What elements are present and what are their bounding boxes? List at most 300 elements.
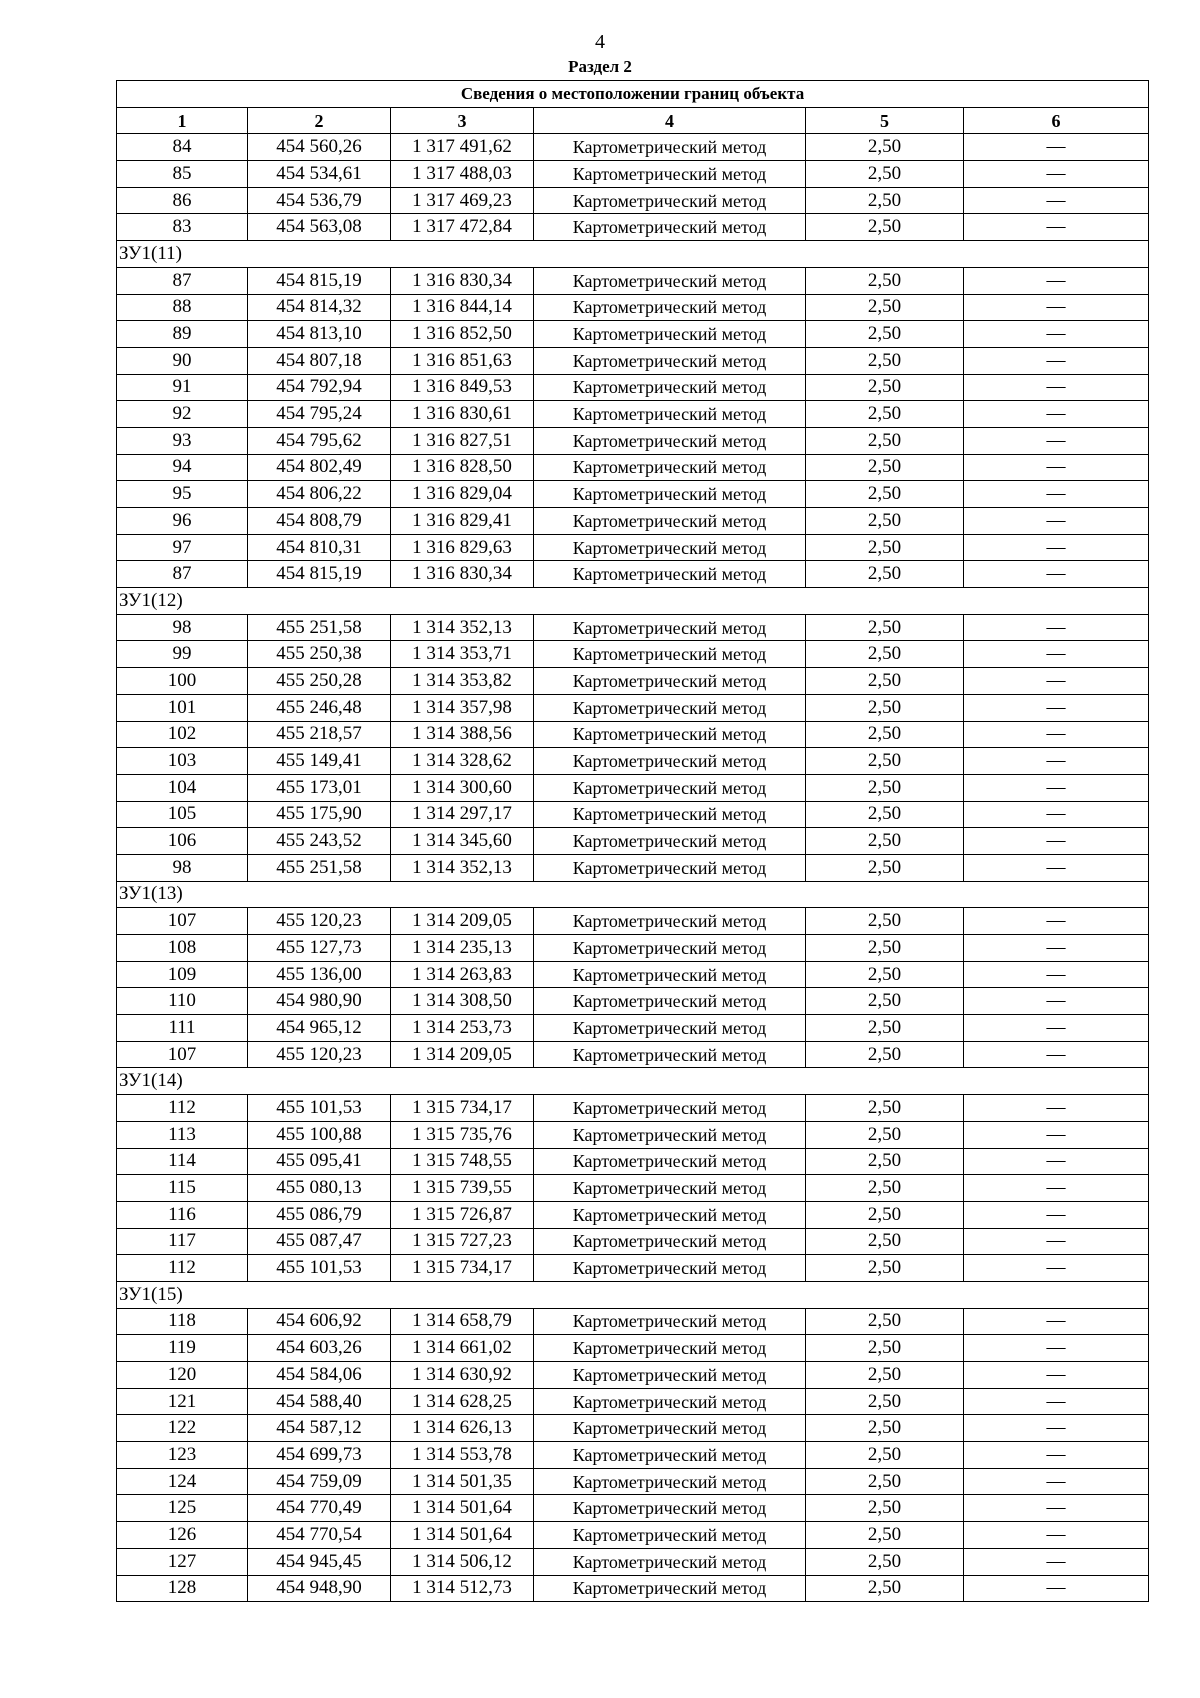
- x-coordinate-cell: 454 584,06: [248, 1362, 391, 1389]
- method-cell: Картометрический метод: [534, 1362, 806, 1389]
- table-row: [117, 1362, 1149, 1389]
- note-cell: —: [964, 1495, 1149, 1522]
- note-cell: —: [964, 1388, 1149, 1415]
- method-cell: Картометрический метод: [534, 347, 806, 374]
- method-cell: Картометрический метод: [534, 321, 806, 348]
- note-cell: —: [964, 347, 1149, 374]
- table-row: [117, 1548, 1149, 1575]
- note-cell: —: [964, 854, 1149, 881]
- point-number-cell: 116: [117, 1201, 248, 1228]
- y-coordinate-cell: 1 315 726,87: [391, 1201, 534, 1228]
- method-cell: Картометрический метод: [534, 908, 806, 935]
- table-row: [117, 454, 1149, 481]
- x-coordinate-cell: 454 536,79: [248, 187, 391, 214]
- accuracy-cell: 2,50: [806, 401, 964, 428]
- point-number-cell: 105: [117, 801, 248, 828]
- accuracy-cell: 2,50: [806, 294, 964, 321]
- y-coordinate-cell: 1 315 735,76: [391, 1121, 534, 1148]
- note-cell: —: [964, 641, 1149, 668]
- method-cell: Картометрический метод: [534, 401, 806, 428]
- x-coordinate-cell: 455 080,13: [248, 1175, 391, 1202]
- method-cell: Картометрический метод: [534, 614, 806, 641]
- note-cell: —: [964, 1442, 1149, 1469]
- section-title: Раздел 2: [568, 57, 632, 76]
- x-coordinate-cell: 454 603,26: [248, 1335, 391, 1362]
- method-cell: Картометрический метод: [534, 427, 806, 454]
- table-row: [117, 347, 1149, 374]
- point-number-cell: 119: [117, 1335, 248, 1362]
- method-cell: Картометрический метод: [534, 935, 806, 962]
- table-row: [117, 1255, 1149, 1282]
- method-cell: Картометрический метод: [534, 694, 806, 721]
- y-coordinate-cell: 1 314 352,13: [391, 614, 534, 641]
- point-number-cell: 91: [117, 374, 248, 401]
- point-number-cell: 123: [117, 1442, 248, 1469]
- point-number-cell: 115: [117, 1175, 248, 1202]
- table-row: [117, 694, 1149, 721]
- x-coordinate-cell: 455 087,47: [248, 1228, 391, 1255]
- y-coordinate-cell: 1 316 828,50: [391, 454, 534, 481]
- table-row: [117, 321, 1149, 348]
- accuracy-cell: 2,50: [806, 1522, 964, 1549]
- accuracy-cell: 2,50: [806, 347, 964, 374]
- x-coordinate-cell: 455 120,23: [248, 908, 391, 935]
- y-coordinate-cell: 1 314 388,56: [391, 721, 534, 748]
- group-label: ЗУ1(11): [117, 241, 1149, 268]
- y-coordinate-cell: 1 316 849,53: [391, 374, 534, 401]
- point-number-cell: 118: [117, 1308, 248, 1335]
- x-coordinate-cell: 454 815,19: [248, 561, 391, 588]
- method-cell: Картометрический метод: [534, 1442, 806, 1469]
- accuracy-cell: 2,50: [806, 161, 964, 188]
- y-coordinate-cell: 1 315 734,17: [391, 1255, 534, 1282]
- point-number-cell: 93: [117, 427, 248, 454]
- note-cell: —: [964, 988, 1149, 1015]
- point-number-cell: 98: [117, 854, 248, 881]
- x-coordinate-cell: 454 795,24: [248, 401, 391, 428]
- point-number-cell: 110: [117, 988, 248, 1015]
- note-cell: —: [964, 561, 1149, 588]
- note-cell: —: [964, 1362, 1149, 1389]
- table-row: [117, 1468, 1149, 1495]
- point-number-cell: 127: [117, 1548, 248, 1575]
- x-coordinate-cell: 454 770,49: [248, 1495, 391, 1522]
- x-coordinate-cell: 454 770,54: [248, 1522, 391, 1549]
- accuracy-cell: 2,50: [806, 187, 964, 214]
- note-cell: —: [964, 427, 1149, 454]
- method-cell: Картометрический метод: [534, 481, 806, 508]
- y-coordinate-cell: 1 316 844,14: [391, 294, 534, 321]
- boundary-coordinates-table: [116, 80, 1149, 1602]
- accuracy-cell: 2,50: [806, 935, 964, 962]
- method-cell: Картометрический метод: [534, 161, 806, 188]
- point-number-cell: 114: [117, 1148, 248, 1175]
- method-cell: Картометрический метод: [534, 1522, 806, 1549]
- accuracy-cell: 2,50: [806, 134, 964, 161]
- accuracy-cell: 2,50: [806, 1415, 964, 1442]
- note-cell: —: [964, 1121, 1149, 1148]
- column-number-4: 4: [534, 107, 806, 134]
- note-cell: —: [964, 134, 1149, 161]
- table-row: [117, 1522, 1149, 1549]
- point-number-cell: 85: [117, 161, 248, 188]
- x-coordinate-cell: 455 250,38: [248, 641, 391, 668]
- method-cell: Картометрический метод: [534, 774, 806, 801]
- note-cell: —: [964, 1175, 1149, 1202]
- table-row: [117, 1041, 1149, 1068]
- point-number-cell: 101: [117, 694, 248, 721]
- x-coordinate-cell: 455 251,58: [248, 854, 391, 881]
- x-coordinate-cell: 455 251,58: [248, 614, 391, 641]
- table-row: [117, 427, 1149, 454]
- point-number-cell: 84: [117, 134, 248, 161]
- accuracy-cell: 2,50: [806, 374, 964, 401]
- y-coordinate-cell: 1 316 827,51: [391, 427, 534, 454]
- point-number-cell: 113: [117, 1121, 248, 1148]
- point-number-cell: 95: [117, 481, 248, 508]
- note-cell: —: [964, 1041, 1149, 1068]
- column-number-3: 3: [391, 107, 534, 134]
- note-cell: —: [964, 508, 1149, 535]
- method-cell: Картометрический метод: [534, 294, 806, 321]
- note-cell: —: [964, 1015, 1149, 1042]
- accuracy-cell: 2,50: [806, 988, 964, 1015]
- accuracy-cell: 2,50: [806, 1575, 964, 1602]
- method-cell: Картометрический метод: [534, 561, 806, 588]
- method-cell: Картометрический метод: [534, 267, 806, 294]
- table-row: [117, 1095, 1149, 1122]
- method-cell: Картометрический метод: [534, 1388, 806, 1415]
- x-coordinate-cell: 455 243,52: [248, 828, 391, 855]
- y-coordinate-cell: 1 316 851,63: [391, 347, 534, 374]
- y-coordinate-cell: 1 314 661,02: [391, 1335, 534, 1362]
- table-row: [117, 187, 1149, 214]
- note-cell: —: [964, 214, 1149, 241]
- note-cell: —: [964, 801, 1149, 828]
- point-number-cell: 102: [117, 721, 248, 748]
- point-number-cell: 103: [117, 748, 248, 775]
- table-row: [117, 801, 1149, 828]
- point-number-cell: 97: [117, 534, 248, 561]
- table-row: [117, 961, 1149, 988]
- x-coordinate-cell: 455 149,41: [248, 748, 391, 775]
- note-cell: —: [964, 748, 1149, 775]
- note-cell: —: [964, 294, 1149, 321]
- accuracy-cell: 2,50: [806, 1041, 964, 1068]
- method-cell: Картометрический метод: [534, 1548, 806, 1575]
- x-coordinate-cell: 455 127,73: [248, 935, 391, 962]
- table-row: [117, 1308, 1149, 1335]
- x-coordinate-cell: 454 588,40: [248, 1388, 391, 1415]
- point-number-cell: 121: [117, 1388, 248, 1415]
- accuracy-cell: 2,50: [806, 961, 964, 988]
- point-number-cell: 109: [117, 961, 248, 988]
- group-header-row: [117, 241, 1149, 268]
- y-coordinate-cell: 1 315 739,55: [391, 1175, 534, 1202]
- accuracy-cell: 2,50: [806, 1388, 964, 1415]
- method-cell: Картометрический метод: [534, 1015, 806, 1042]
- note-cell: —: [964, 908, 1149, 935]
- point-number-cell: 87: [117, 267, 248, 294]
- x-coordinate-cell: 454 802,49: [248, 454, 391, 481]
- x-coordinate-cell: 454 699,73: [248, 1442, 391, 1469]
- x-coordinate-cell: 455 120,23: [248, 1041, 391, 1068]
- method-cell: Картометрический метод: [534, 1121, 806, 1148]
- accuracy-cell: 2,50: [806, 1121, 964, 1148]
- method-cell: Картометрический метод: [534, 1148, 806, 1175]
- point-number-cell: 117: [117, 1228, 248, 1255]
- table-row: [117, 1442, 1149, 1469]
- y-coordinate-cell: 1 317 469,23: [391, 187, 534, 214]
- y-coordinate-cell: 1 317 488,03: [391, 161, 534, 188]
- group-header-row: [117, 1281, 1149, 1308]
- table-row: [117, 1148, 1149, 1175]
- note-cell: —: [964, 721, 1149, 748]
- x-coordinate-cell: 454 813,10: [248, 321, 391, 348]
- y-coordinate-cell: 1 315 727,23: [391, 1228, 534, 1255]
- y-coordinate-cell: 1 316 829,41: [391, 508, 534, 535]
- group-header-row: [117, 881, 1149, 908]
- x-coordinate-cell: 454 606,92: [248, 1308, 391, 1335]
- method-cell: Картометрический метод: [534, 1575, 806, 1602]
- x-coordinate-cell: 454 945,45: [248, 1548, 391, 1575]
- method-cell: Картометрический метод: [534, 187, 806, 214]
- x-coordinate-cell: 454 814,32: [248, 294, 391, 321]
- accuracy-cell: 2,50: [806, 801, 964, 828]
- accuracy-cell: 2,50: [806, 1201, 964, 1228]
- method-cell: Картометрический метод: [534, 454, 806, 481]
- table-caption-row: [117, 81, 1149, 108]
- y-coordinate-cell: 1 314 263,83: [391, 961, 534, 988]
- method-cell: Картометрический метод: [534, 828, 806, 855]
- method-cell: Картометрический метод: [534, 961, 806, 988]
- method-cell: Картометрический метод: [534, 1041, 806, 1068]
- table-row: [117, 1015, 1149, 1042]
- x-coordinate-cell: 455 173,01: [248, 774, 391, 801]
- method-cell: Картометрический метод: [534, 134, 806, 161]
- note-cell: —: [964, 321, 1149, 348]
- point-number-cell: 104: [117, 774, 248, 801]
- x-coordinate-cell: 454 587,12: [248, 1415, 391, 1442]
- table-row: [117, 1335, 1149, 1362]
- point-number-cell: 125: [117, 1495, 248, 1522]
- method-cell: Картометрический метод: [534, 508, 806, 535]
- table-row: [117, 374, 1149, 401]
- note-cell: —: [964, 161, 1149, 188]
- y-coordinate-cell: 1 316 852,50: [391, 321, 534, 348]
- table-row: [117, 828, 1149, 855]
- accuracy-cell: 2,50: [806, 1015, 964, 1042]
- accuracy-cell: 2,50: [806, 1175, 964, 1202]
- note-cell: —: [964, 1468, 1149, 1495]
- note-cell: —: [964, 1255, 1149, 1282]
- accuracy-cell: 2,50: [806, 1548, 964, 1575]
- table-row: [117, 267, 1149, 294]
- table-row: [117, 774, 1149, 801]
- table-row: [117, 508, 1149, 535]
- group-label: ЗУ1(15): [117, 1281, 1149, 1308]
- column-number-2: 2: [248, 107, 391, 134]
- y-coordinate-cell: 1 317 472,84: [391, 214, 534, 241]
- note-cell: —: [964, 481, 1149, 508]
- method-cell: Картометрический метод: [534, 1495, 806, 1522]
- note-cell: —: [964, 694, 1149, 721]
- accuracy-cell: 2,50: [806, 534, 964, 561]
- x-coordinate-cell: 454 795,62: [248, 427, 391, 454]
- table-row: [117, 988, 1149, 1015]
- y-coordinate-cell: 1 314 297,17: [391, 801, 534, 828]
- x-coordinate-cell: 455 095,41: [248, 1148, 391, 1175]
- accuracy-cell: 2,50: [806, 1335, 964, 1362]
- y-coordinate-cell: 1 317 491,62: [391, 134, 534, 161]
- table-row: [117, 748, 1149, 775]
- note-cell: —: [964, 614, 1149, 641]
- x-coordinate-cell: 454 560,26: [248, 134, 391, 161]
- method-cell: Картометрический метод: [534, 214, 806, 241]
- x-coordinate-cell: 455 086,79: [248, 1201, 391, 1228]
- y-coordinate-cell: 1 316 830,34: [391, 561, 534, 588]
- y-coordinate-cell: 1 315 748,55: [391, 1148, 534, 1175]
- x-coordinate-cell: 454 759,09: [248, 1468, 391, 1495]
- y-coordinate-cell: 1 316 829,04: [391, 481, 534, 508]
- table-row: [117, 908, 1149, 935]
- x-coordinate-cell: 454 792,94: [248, 374, 391, 401]
- y-coordinate-cell: 1 314 630,92: [391, 1362, 534, 1389]
- table-row: [117, 721, 1149, 748]
- table-row: [117, 668, 1149, 695]
- y-coordinate-cell: 1 314 352,13: [391, 854, 534, 881]
- x-coordinate-cell: 455 101,53: [248, 1255, 391, 1282]
- point-number-cell: 87: [117, 561, 248, 588]
- point-number-cell: 111: [117, 1015, 248, 1042]
- y-coordinate-cell: 1 314 328,62: [391, 748, 534, 775]
- note-cell: —: [964, 1575, 1149, 1602]
- x-coordinate-cell: 454 563,08: [248, 214, 391, 241]
- note-cell: —: [964, 1201, 1149, 1228]
- table-row: [117, 1228, 1149, 1255]
- accuracy-cell: 2,50: [806, 748, 964, 775]
- point-number-cell: 90: [117, 347, 248, 374]
- accuracy-cell: 2,50: [806, 1442, 964, 1469]
- accuracy-cell: 2,50: [806, 1468, 964, 1495]
- table-row: [117, 481, 1149, 508]
- table-row: [117, 1575, 1149, 1602]
- note-cell: —: [964, 1548, 1149, 1575]
- point-number-cell: 124: [117, 1468, 248, 1495]
- table-row: [117, 134, 1149, 161]
- method-cell: Картометрический метод: [534, 1308, 806, 1335]
- group-header-row: [117, 588, 1149, 615]
- y-coordinate-cell: 1 314 209,05: [391, 1041, 534, 1068]
- x-coordinate-cell: 454 806,22: [248, 481, 391, 508]
- x-coordinate-cell: 454 948,90: [248, 1575, 391, 1602]
- note-cell: —: [964, 401, 1149, 428]
- x-coordinate-cell: 455 101,53: [248, 1095, 391, 1122]
- y-coordinate-cell: 1 314 300,60: [391, 774, 534, 801]
- column-number-1: 1: [117, 107, 248, 134]
- accuracy-cell: 2,50: [806, 214, 964, 241]
- table-row: [117, 294, 1149, 321]
- table-row: [117, 534, 1149, 561]
- method-cell: Картометрический метод: [534, 1095, 806, 1122]
- accuracy-cell: 2,50: [806, 1308, 964, 1335]
- y-coordinate-cell: 1 314 506,12: [391, 1548, 534, 1575]
- accuracy-cell: 2,50: [806, 641, 964, 668]
- note-cell: —: [964, 1228, 1149, 1255]
- point-number-cell: 107: [117, 908, 248, 935]
- point-number-cell: 99: [117, 641, 248, 668]
- y-coordinate-cell: 1 314 626,13: [391, 1415, 534, 1442]
- accuracy-cell: 2,50: [806, 508, 964, 535]
- method-cell: Картометрический метод: [534, 1201, 806, 1228]
- table-row: [117, 561, 1149, 588]
- x-coordinate-cell: 455 175,90: [248, 801, 391, 828]
- y-coordinate-cell: 1 314 658,79: [391, 1308, 534, 1335]
- point-number-cell: 86: [117, 187, 248, 214]
- y-coordinate-cell: 1 314 512,73: [391, 1575, 534, 1602]
- method-cell: Картометрический метод: [534, 721, 806, 748]
- method-cell: Картометрический метод: [534, 748, 806, 775]
- method-cell: Картометрический метод: [534, 988, 806, 1015]
- x-coordinate-cell: 455 100,88: [248, 1121, 391, 1148]
- note-cell: —: [964, 187, 1149, 214]
- accuracy-cell: 2,50: [806, 561, 964, 588]
- method-cell: Картометрический метод: [534, 1175, 806, 1202]
- note-cell: —: [964, 1095, 1149, 1122]
- x-coordinate-cell: 454 815,19: [248, 267, 391, 294]
- point-number-cell: 100: [117, 668, 248, 695]
- accuracy-cell: 2,50: [806, 1148, 964, 1175]
- y-coordinate-cell: 1 314 501,35: [391, 1468, 534, 1495]
- method-cell: Картометрический метод: [534, 641, 806, 668]
- y-coordinate-cell: 1 314 353,71: [391, 641, 534, 668]
- column-number-row: [117, 107, 1149, 134]
- y-coordinate-cell: 1 315 734,17: [391, 1095, 534, 1122]
- y-coordinate-cell: 1 314 353,82: [391, 668, 534, 695]
- accuracy-cell: 2,50: [806, 427, 964, 454]
- x-coordinate-cell: 454 980,90: [248, 988, 391, 1015]
- point-number-cell: 126: [117, 1522, 248, 1549]
- point-number-cell: 98: [117, 614, 248, 641]
- method-cell: Картометрический метод: [534, 1228, 806, 1255]
- accuracy-cell: 2,50: [806, 668, 964, 695]
- accuracy-cell: 2,50: [806, 267, 964, 294]
- x-coordinate-cell: 454 810,31: [248, 534, 391, 561]
- table-row: [117, 1388, 1149, 1415]
- page-number: 4: [595, 31, 605, 53]
- y-coordinate-cell: 1 316 830,34: [391, 267, 534, 294]
- method-cell: Картометрический метод: [534, 374, 806, 401]
- accuracy-cell: 2,50: [806, 454, 964, 481]
- y-coordinate-cell: 1 314 501,64: [391, 1495, 534, 1522]
- x-coordinate-cell: 454 965,12: [248, 1015, 391, 1042]
- table-row: [117, 214, 1149, 241]
- group-label: ЗУ1(14): [117, 1068, 1149, 1095]
- note-cell: —: [964, 1415, 1149, 1442]
- y-coordinate-cell: 1 314 209,05: [391, 908, 534, 935]
- x-coordinate-cell: 455 250,28: [248, 668, 391, 695]
- method-cell: Картометрический метод: [534, 1468, 806, 1495]
- y-coordinate-cell: 1 316 829,63: [391, 534, 534, 561]
- table-body: [117, 134, 1149, 1602]
- accuracy-cell: 2,50: [806, 774, 964, 801]
- y-coordinate-cell: 1 316 830,61: [391, 401, 534, 428]
- y-coordinate-cell: 1 314 357,98: [391, 694, 534, 721]
- note-cell: —: [964, 374, 1149, 401]
- y-coordinate-cell: 1 314 253,73: [391, 1015, 534, 1042]
- note-cell: —: [964, 1335, 1149, 1362]
- accuracy-cell: 2,50: [806, 1228, 964, 1255]
